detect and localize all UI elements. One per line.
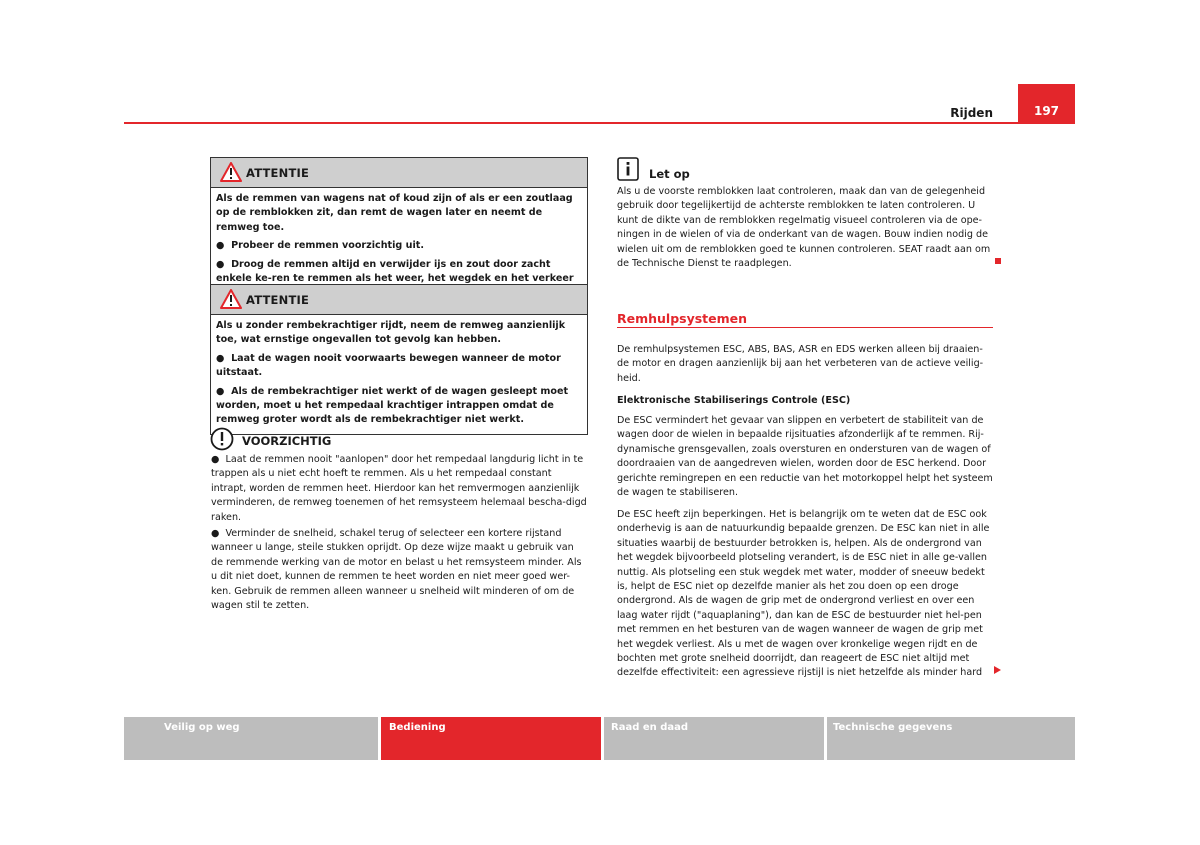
warning-bullet: ● Droog de remmen altijd en verwijder ijs en zout door zacht enkele ke-ren te remmen als het weer, het wegdek en het verkeer <box>216 258 574 285</box>
footer-tab-bediening[interactable] <box>381 717 601 760</box>
running-section-title: Rijden <box>950 106 993 120</box>
warning-bullet: ● Probeer de remmen voorzichtig uit. <box>216 240 424 252</box>
footer-tab-label: Technische gegevens <box>833 722 953 733</box>
section-heading: Remhulpsystemen <box>617 311 748 326</box>
warning-title: ATTENTIE <box>246 293 310 307</box>
warning-triangle-icon <box>220 289 242 309</box>
warning-bullet: ● Laat de wagen nooit voorwaarts bewegen wanneer de motor uitstaat. <box>216 352 561 379</box>
note-text: Als u de voorste remblokken laat controleren, maak dan van de gelegenheid gebruik door tegelijkertijd de achterste remblokken te laten controleren. U kunt de dikte van de remblokken regelmatig visueel controleren via de ope-ningen in de wielen of via de onderkant van de wagen. Bouw indien nodig de wielen uit om de remblokken goed te kunnen controleren. SEAT raadt aan om de Technische Dienst te raadplegen. <box>617 186 991 270</box>
caution-paragraph: ● Verminder de snelheid, schakel terug of selecteer een kortere rijstand wanneer u lange, steile stukken oprijdt. Op deze wijze maakt u gebruik van de remmende werking van de motor en belast u het remsysteem minder. Als u dit niet doet, kunnen de remmen te heet worden en niet meer goed wer-ken. Gebruik de remmen alleen wanneer u snelheid wilt minderen of om de wagen stil te zetten. <box>211 528 582 612</box>
warning-triangle-icon <box>220 162 242 182</box>
caution-title: VOORZICHTIG <box>242 434 332 448</box>
note-title: Let op <box>649 167 690 181</box>
warning-header <box>211 285 587 315</box>
section-intro: De remhulpsystemen ESC, ABS, BAS, ASR en EDS werken alleen bij draaien-de motor en dragen aanzienlijk bij aan het verbeteren van de actieve veilig-heid. <box>617 344 984 384</box>
warning-intro: Als de remmen van wagens nat of koud zijn of als er een zoutlaag op de remblokken zit, dan remt de wagen later en neemt de remweg toe. <box>216 193 573 233</box>
header-rule <box>124 122 1075 124</box>
warning-intro: Als u zonder rembekrachtiger rijdt, neem de remweg aanzienlijk toe, wat ernstige ongevallen tot gevolg kan hebben. <box>216 320 566 346</box>
body-paragraph: De ESC vermindert het gevaar van slippen en verbetert de stabiliteit van de wagen door de wielen in bepaalde rijsituaties afzonderlijk af te remmen. Rij-dynamische grensgevallen, zoals oversturen en ondersturen van de wagen of doordraaien van de aangedreven wielen, worden door de ESC herkend. Door gerichte remingrepen en een reductie van het motorkoppel helpt het systeem de wagen te stabiliseren. <box>617 415 993 499</box>
warning-title: ATTENTIE <box>246 166 310 180</box>
section-heading-rule <box>617 327 993 328</box>
page-number: 197 <box>1033 104 1060 118</box>
page-number-box <box>1018 84 1075 124</box>
subheading: Elektronische Stabiliserings Controle (ESC) <box>617 395 851 406</box>
caution-paragraph: ● Laat de remmen nooit "aanlopen" door het rempedaal langdurig licht in te trappen als u niet echt hoeft te remmen. Als u het rempedaal constant intrapt, worden de remmen heet. Hierdoor kan het remvermogen aanzienlijk verminderen, de remweg toenemen of het remsysteem helemaal bescha-digd raken. <box>211 454 587 523</box>
footer-tab-label: Veilig op weg <box>164 722 240 733</box>
end-of-section-marker <box>995 258 1001 264</box>
footer-tab-label: Raad en daad <box>611 722 689 733</box>
footer-tab-veilig-op-weg[interactable] <box>124 717 378 760</box>
warning-bullet: ● Als de rembekrachtiger niet werkt of de wagen gesleept moet worden, moet u het rempedaal krachtiger intrappen omdat de remweg groter wordt als de rembekrachtiger niet werkt. <box>216 385 569 426</box>
continued-arrow-icon <box>994 666 1001 674</box>
warning-box-brake-booster <box>210 284 588 435</box>
body-paragraph: De ESC heeft zijn beperkingen. Het is belangrijk om te weten dat de ESC ook onderhevig is aan de natuurkundig bepaalde grenzen. De ESC kan niet in alle situaties waarbij de bestuurder betrokken is, helpen. Als de ondergrond van het wegdek bijvoorbeeld plotseling verandert, is de ESC niet in alle ge-vallen nuttig. Als plotseling een stuk wegdek met water, modder of sneeuw bedekt is, helpt de ESC niet op dezelfde manier als het zou doen op een droge ondergrond. Als de wagen de grip met de ondergrond verliest en over een laag water rijdt ("aquaplaning"), dan kan de ESC de bestuurder niet hel-pen met remmen en het besturen van de wagen wanneer de wagen de grip met het wegdek verliest. Als u met de wagen over kronkelige wegen rijdt en de bochten met grote snelheid doorrijdt, dan reageert de ESC niet altijd met dezelfde effectiviteit: een agressieve rijstijl is niet hetzelfde als minder hard <box>617 509 990 679</box>
footer-tab-technische-gegevens[interactable] <box>827 717 1075 760</box>
warning-header <box>211 158 587 188</box>
info-icon <box>617 157 639 181</box>
footer-tab-raad-en-daad[interactable] <box>604 717 824 760</box>
caution-icon <box>210 427 234 451</box>
warning-body <box>211 315 587 434</box>
footer-tab-label: Bediening <box>389 722 446 733</box>
